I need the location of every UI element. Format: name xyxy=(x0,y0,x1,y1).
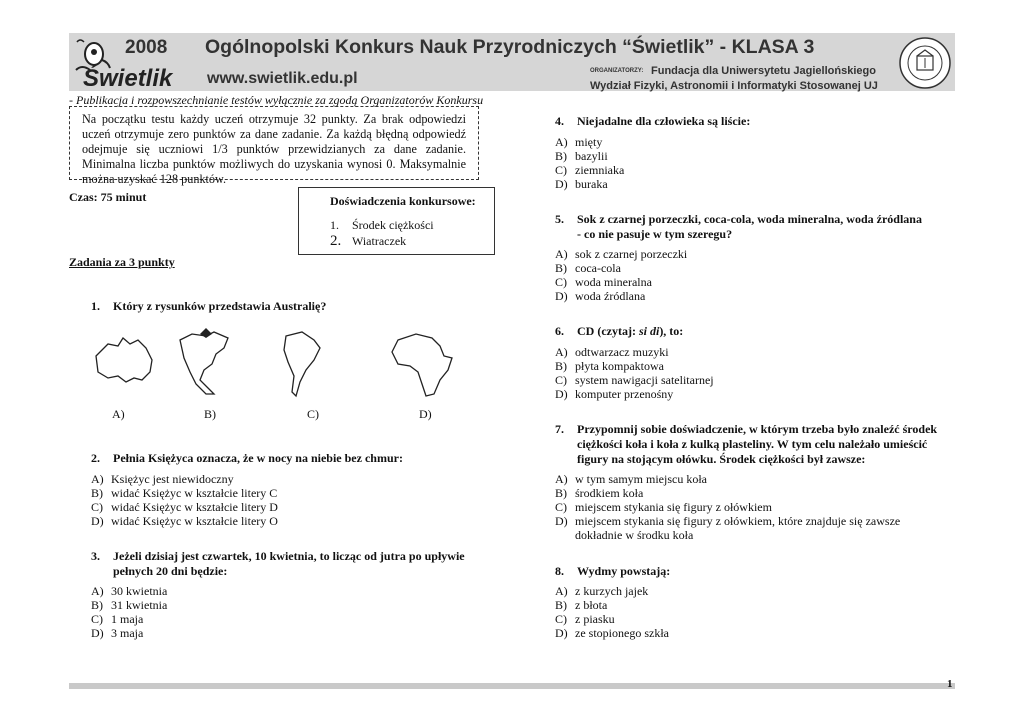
answer-option[interactable]: D) miejscem stykania się figury z ołówkiem, które znajduje się zawsze xyxy=(555,514,901,528)
question-6: 6. CD (czytaj: si di), to: xyxy=(555,324,684,338)
answer-option[interactable]: D) komputer przenośny xyxy=(555,387,674,401)
experiments-box xyxy=(298,187,495,255)
answers-q2 xyxy=(91,472,278,528)
header-url[interactable]: www.swietlik.edu.pl xyxy=(207,70,358,87)
map-africa xyxy=(392,334,452,396)
map-label-c[interactable]: C) xyxy=(307,407,319,421)
answers-q8 xyxy=(555,584,669,640)
logo-text: Świetlik xyxy=(83,65,173,92)
answer-option[interactable]: D) widać Księżyc w kształcie litery O xyxy=(91,514,278,528)
organizer-line-1: Fundacja dla Uniwersytetu Jagiellońskiego xyxy=(651,65,876,77)
answer-option[interactable]: A) odtwarzacz muzyki xyxy=(555,345,669,359)
answer-option[interactable]: A) 30 kwietnia xyxy=(91,584,168,598)
section-heading: Zadania za 3 punkty xyxy=(69,255,175,269)
question-2: 2. Pełnia Księżyca oznacza, że w nocy na niebie bez chmur: xyxy=(91,451,403,465)
answer-option[interactable]: B) 31 kwietnia xyxy=(91,598,168,612)
answer-option[interactable]: A) w tym samym miejscu koła xyxy=(555,472,707,486)
continent-maps xyxy=(88,326,458,402)
question-7: 7. Przypomnij sobie doświadczenie, w którym trzeba było znaleźć środek ciężkości koła i koła z kulką plasteliny. W tym celu należało umieścić figury na stojącym ołówku. Środek ciężkości był zawsze: xyxy=(555,422,938,466)
map-label-b[interactable]: B) xyxy=(204,407,216,421)
header-year: 2008 xyxy=(125,37,168,58)
question-3: 3. Jeżeli dzisiaj jest czwartek, 10 kwietnia, to licząc od jutra po upływie pełnych 20 dni będzie: xyxy=(91,549,465,578)
answer-option[interactable]: B) widać Księżyc w kształcie litery C xyxy=(91,486,278,500)
answer-option[interactable]: B) płyta kompaktowa xyxy=(555,359,664,373)
answer-option[interactable]: C) miejscem stykania się figury z ołówkiem xyxy=(555,500,772,514)
rules-box: Na początku testu każdy uczeń otrzymuje 32 punkty. Za brak odpowiedzi uczeń otrzymuje zero punktów za dane zadanie. Za każdą błędną odpowiedź odejmuje się uczniowi 1/3 punktów przewidzianych za dane zadanie. Minimalna liczba punktów możliwych do uzyskania wynosi 0. Maksymalnie można uzyskać 128 punktów. xyxy=(69,106,479,180)
answer-option[interactable]: A) Księżyc jest niewidoczny xyxy=(91,472,234,486)
publication-notice: - Publikacja i rozpowszechnianie testów wyłącznie za zgodą Organizatorów Konkursu xyxy=(69,93,484,107)
answer-option[interactable]: A) sok z czarnej porzeczki xyxy=(555,247,688,261)
map-label-d[interactable]: D) xyxy=(419,407,432,421)
organizers-label: ORGANIZATORZY: xyxy=(590,68,644,74)
experiment-item: 2. Wiatraczek xyxy=(330,233,407,249)
organizer-line-2: Wydział Fizyki, Astronomii i Informatyki Stosowanej UJ xyxy=(590,80,878,92)
answer-option[interactable]: A) z kurzych jajek xyxy=(555,584,649,598)
answer-option[interactable]: B) środkiem koła xyxy=(555,486,644,500)
answer-option[interactable]: C) system nawigacji satelitarnej xyxy=(555,373,714,387)
answer-option[interactable]: B) coca-cola xyxy=(555,261,621,275)
answer-option[interactable]: D) 3 maja xyxy=(91,626,144,640)
experiments-title: Doświadczenia konkursowe: xyxy=(330,194,476,208)
answers-q3 xyxy=(91,584,167,640)
experiment-item: 1. Środek ciężkości xyxy=(330,218,434,232)
answer-option-continuation: dokładnie w środku koła xyxy=(575,528,694,542)
answer-option[interactable]: B) z błota xyxy=(555,598,608,612)
answer-option[interactable]: C) ziemniaka xyxy=(555,163,625,177)
time-limit: Czas: 75 minut xyxy=(69,190,147,204)
header-title: Ogólnopolski Konkurs Nauk Przyrodniczych “Świetlik” - KLASA 3 xyxy=(205,36,815,58)
answer-option[interactable]: B) bazylii xyxy=(555,149,608,163)
university-seal-icon xyxy=(898,36,952,90)
map-australia xyxy=(96,338,152,382)
question-5: 5. Sok z czarnej porzeczki, coca-cola, woda mineralna, woda źródlana - co nie pasuje w tym szeregu? xyxy=(555,212,922,241)
answers-q6 xyxy=(555,345,714,401)
map-label-a[interactable]: A) xyxy=(112,407,125,421)
answer-option[interactable]: D) woda źródlana xyxy=(555,289,646,303)
map-south-america xyxy=(284,332,320,396)
footer-band xyxy=(69,683,955,689)
answer-option[interactable]: A) mięty xyxy=(555,135,603,149)
map-north-america xyxy=(180,332,228,394)
answer-option[interactable]: C) z piasku xyxy=(555,612,615,626)
answers-q5 xyxy=(555,247,687,303)
answer-option[interactable]: D) buraka xyxy=(555,177,608,191)
question-4: 4. Niejadalne dla człowieka są liście: xyxy=(555,114,751,128)
answers-q4 xyxy=(555,135,624,191)
answer-option[interactable]: C) widać Księżyc w kształcie litery D xyxy=(91,500,278,514)
answer-option[interactable]: D) ze stopionego szkła xyxy=(555,626,669,640)
answers-q7 xyxy=(555,472,900,542)
page-number: 1 xyxy=(947,678,953,690)
question-1: 1. Który z rysunków przedstawia Australię? xyxy=(91,299,327,313)
answer-option[interactable]: C) 1 maja xyxy=(91,612,144,626)
question-8: 8. Wydmy powstają: xyxy=(555,564,671,578)
answer-option[interactable]: C) woda mineralna xyxy=(555,275,652,289)
